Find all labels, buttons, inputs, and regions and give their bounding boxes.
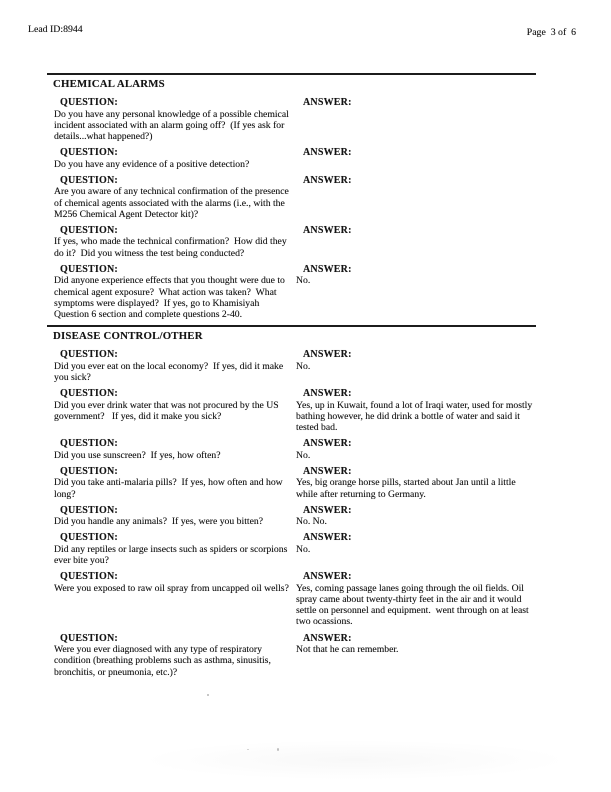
question-label: QUESTION: — [60, 632, 118, 644]
question-text: Did any reptiles or large insects such as spiders or scorpions ever bite you? — [54, 543, 290, 567]
answer-text: Yes, big orange horse pills, started about Jan until a little while after returning to Germany. — [296, 477, 519, 500]
answer-column — [295, 264, 536, 287]
lead-id: Lead ID:8944 — [28, 24, 83, 35]
answer-text: No. — [296, 543, 311, 555]
answer-column — [295, 505, 536, 528]
answer-label: ANSWER: — [303, 174, 352, 186]
question-text: Are you aware of any technical confirmation of the presence of chemical agents associated with the alarms (i.e., with the M256 Chemical Agent Detector kit)? — [54, 186, 292, 220]
qa-row — [47, 633, 536, 678]
qa-row — [47, 571, 536, 627]
qa-row — [47, 505, 536, 528]
answer-label: ANSWER: — [303, 571, 352, 583]
qa-row — [47, 438, 536, 461]
qa-row — [47, 175, 536, 220]
question-column — [47, 388, 295, 422]
answer-text: No. — [296, 275, 311, 287]
question-label: QUESTION: — [60, 465, 118, 477]
answer-column — [295, 438, 536, 461]
question-text: Were you ever diagnosed with any type of respiratory condition (breathing problems such as asthma, sinusitis, bronchitis, or pneumonia, etc.)? — [54, 644, 274, 678]
answer-label: ANSWER: — [303, 465, 352, 477]
qa-row — [47, 388, 536, 433]
answer-label: ANSWER: — [303, 388, 352, 400]
answer-text: No. — [296, 360, 311, 372]
question-column — [47, 532, 295, 566]
question-column — [47, 264, 295, 320]
scan-speck — [207, 694, 209, 696]
question-label: QUESTION: — [60, 349, 118, 361]
question-text: Did you handle any animals? If yes, were you bitten? — [54, 516, 264, 528]
answer-text: No. — [296, 449, 311, 461]
question-label: QUESTION: — [60, 388, 118, 400]
question-label: QUESTION: — [60, 504, 118, 516]
question-column — [47, 349, 295, 383]
question-text: Did you use sunscreen? If yes, how often? — [54, 449, 221, 461]
answer-text: Not that he can remember. — [296, 644, 399, 656]
question-text: Did you ever drink water that was not procured by the US government? If yes, did it make you sick? — [54, 399, 282, 422]
answer-column — [295, 532, 536, 555]
question-text: Do you have any evidence of a positive detection? — [54, 158, 250, 170]
qa-row — [47, 264, 536, 320]
section-disease-control — [47, 325, 536, 678]
question-column — [47, 147, 295, 170]
qa-row — [47, 349, 536, 383]
section-title: DISEASE CONTROL/OTHER — [53, 330, 203, 343]
answer-label: ANSWER: — [303, 97, 352, 108]
question-column — [47, 97, 295, 142]
answer-label: ANSWER: — [303, 632, 352, 644]
question-column — [47, 175, 295, 220]
section-chemical-alarms — [47, 73, 536, 320]
answer-label: ANSWER: — [303, 532, 352, 544]
document-content — [47, 73, 536, 683]
qa-row — [47, 147, 536, 170]
answer-label: ANSWER: — [303, 147, 352, 159]
question-label: QUESTION: — [60, 224, 118, 236]
question-text: Do you have any personal knowledge of a possible chemical incident associated with an alarm going off? (If yes ask for details...what happened?) — [54, 108, 292, 142]
answer-column — [295, 225, 536, 237]
question-column — [47, 633, 295, 678]
answer-column — [295, 349, 536, 372]
scan-smudge — [140, 740, 570, 780]
qa-row — [47, 225, 536, 259]
answer-label: ANSWER: — [303, 438, 352, 450]
question-text: Were you exposed to raw oil spray from uncapped oil wells? — [54, 582, 289, 594]
answer-label: ANSWER: — [303, 349, 352, 361]
question-text: Did you take anti-malaria pills? If yes, how often and how long? — [54, 477, 286, 500]
qa-row — [47, 532, 536, 566]
question-text: Did anyone experience effects that you thought were due to chemical agent exposure? What action was taken? What symptoms were displayed? If yes, go to Khamisiyah Question 6 section and complete questions 2-40. — [54, 275, 288, 320]
answer-column — [295, 466, 536, 500]
answer-column — [295, 633, 536, 656]
answer-label: ANSWER: — [303, 224, 352, 236]
question-label: QUESTION: — [60, 97, 118, 108]
answer-column — [295, 571, 536, 627]
answer-text: No. No. — [296, 516, 327, 528]
question-label: QUESTION: — [60, 571, 118, 583]
answer-column — [295, 97, 536, 109]
answer-column — [295, 175, 536, 187]
question-column — [47, 225, 295, 259]
answer-text: Yes, up in Kuwait, found a lot of Iraqi water, used for mostly bathing however, he did drink a bottle of water and said it tested bad. — [296, 399, 535, 433]
question-column — [47, 571, 295, 594]
answer-column — [295, 147, 536, 159]
question-text: If yes, who made the technical confirmation? How did they do it? Did you witness the test being conducted? — [54, 236, 290, 259]
question-label: QUESTION: — [60, 438, 118, 450]
answer-label: ANSWER: — [303, 263, 352, 275]
question-label: QUESTION: — [60, 532, 118, 544]
question-text: Did you ever eat on the local economy? If yes, did it make you sick? — [54, 360, 286, 383]
question-column — [47, 466, 295, 500]
page-number: Page 3 of 6 — [526, 27, 576, 38]
scan-speck — [247, 749, 249, 750]
question-label: QUESTION: — [60, 174, 118, 186]
qa-row — [47, 466, 536, 500]
scan-speck — [277, 748, 279, 751]
qa-row — [47, 97, 536, 142]
section-title: CHEMICAL ALARMS — [53, 78, 165, 90]
answer-text: Yes, coming passage lanes going through the oil fields. Oil spray came about twenty-thirty feet in the air and it would settle on personnel and equipment. went through on at least two ocassions. — [296, 582, 532, 628]
question-column — [47, 505, 295, 528]
question-column — [47, 438, 295, 461]
answer-label: ANSWER: — [303, 504, 352, 516]
question-label: QUESTION: — [60, 147, 118, 159]
answer-column — [295, 388, 536, 433]
question-label: QUESTION: — [60, 263, 118, 275]
